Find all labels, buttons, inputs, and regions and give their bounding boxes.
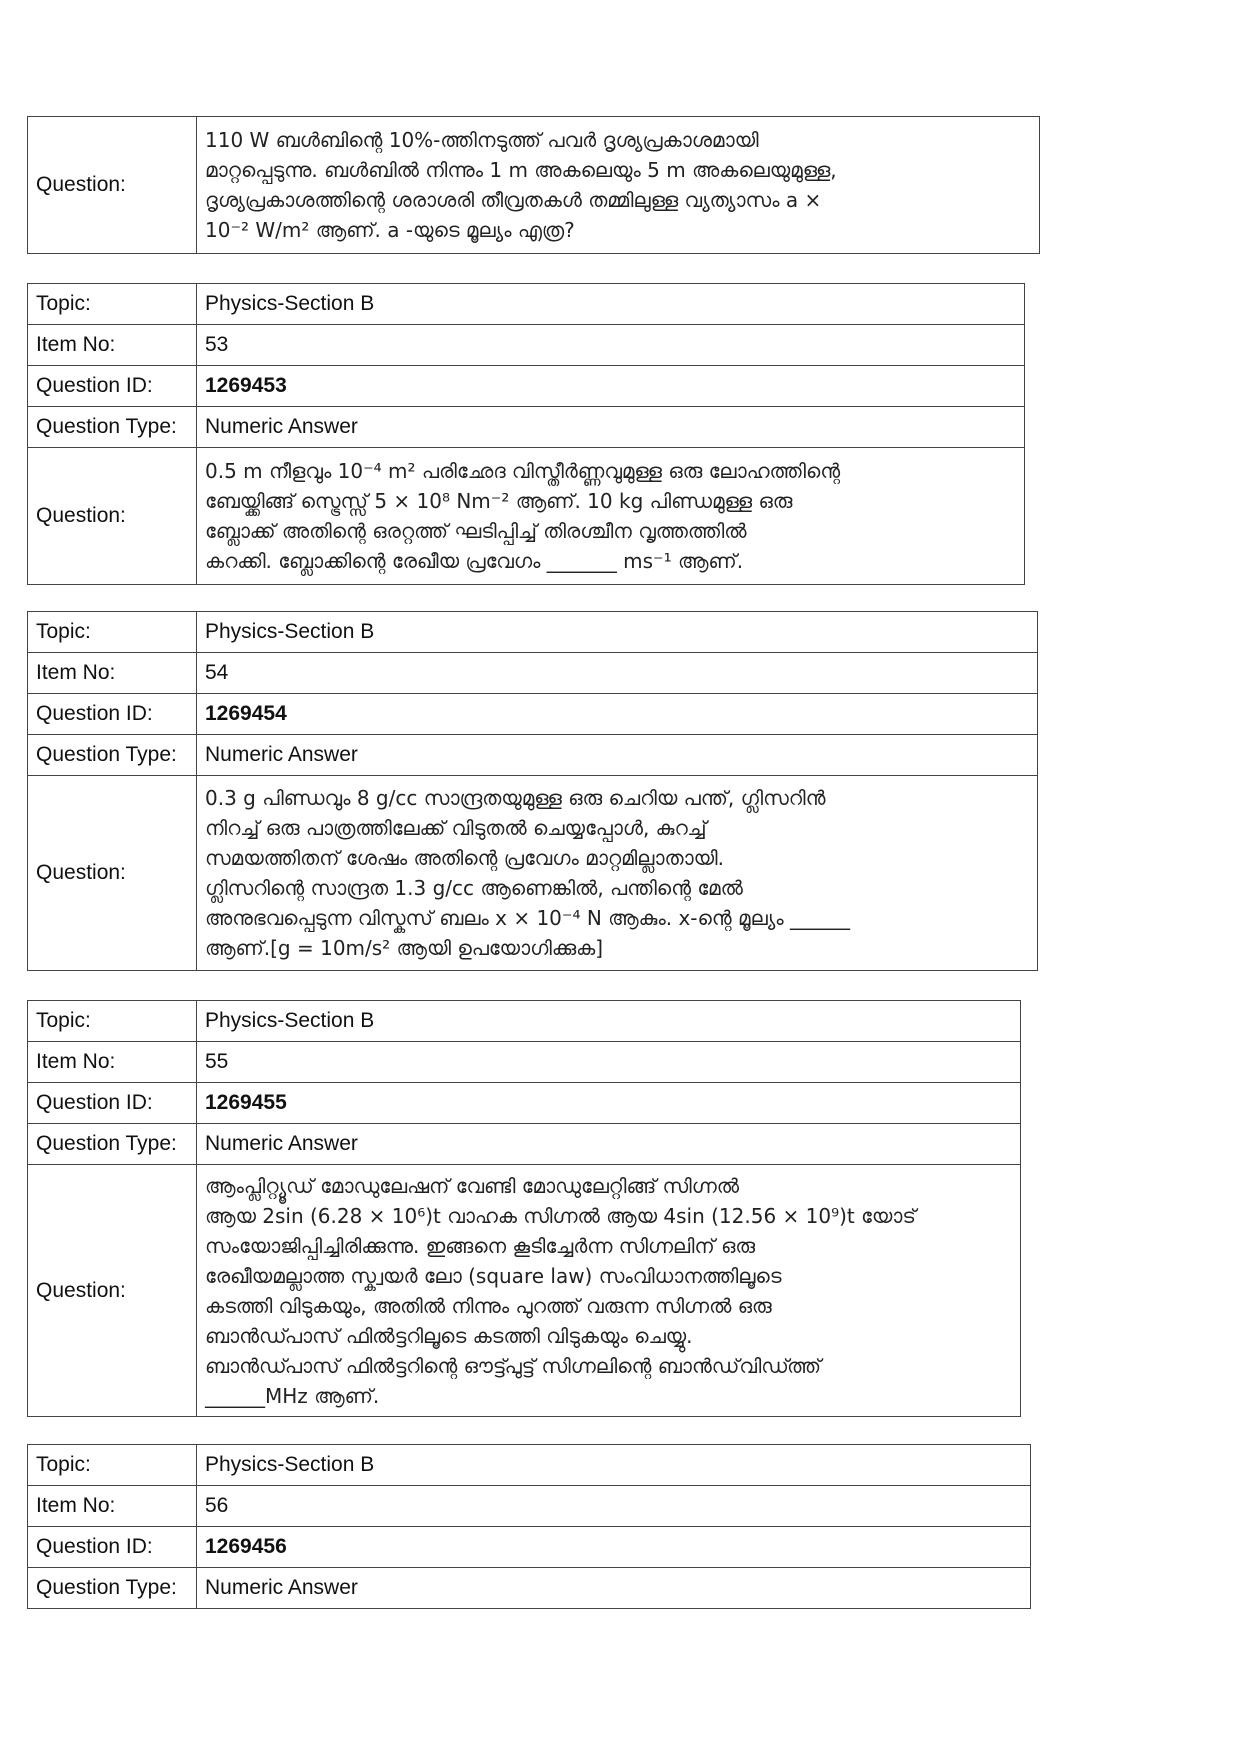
question-table-item-54 (27, 611, 1038, 971)
item-no-label: Item No: (28, 1042, 197, 1083)
question-line: 0.3 g പിണ്ഡവും 8 g/cc സാന്ദ്രതയുമുള്ള ഒരു ചെറിയ പന്ത്, ഗ്ലിസറിൻ (205, 786, 826, 810)
question-text (197, 117, 1040, 254)
question-id-label: Question ID: (28, 1527, 197, 1568)
question-type-value: Numeric Answer (197, 407, 1025, 448)
topic-label: Topic: (28, 1001, 197, 1042)
question-text (197, 448, 1025, 585)
topic-value: Physics-Section B (197, 612, 1038, 653)
question-table-item-53 (27, 283, 1025, 585)
topic-label: Topic: (28, 612, 197, 653)
question-line: 0.5 m നീളവും 10⁻⁴ m² പരിഛേദ വിസ്തീർണ്ണവുമുള്ള ഒരു ലോഹത്തിന്റെ (205, 459, 841, 483)
question-id-value: 1269456 (197, 1527, 1031, 1568)
item-no-label: Item No: (28, 653, 197, 694)
question-line: ആണ്.[g = 10m/s² ആയി ഉപയോഗിക്കുക] (205, 936, 604, 960)
question-line: ബാൻഡ്പാസ് ഫിൽട്ടറിലൂടെ കടത്തി വിടുകയും ചെയ്യു. (205, 1323, 693, 1348)
topic-value: Physics-Section B (197, 1001, 1021, 1042)
topic-label: Topic: (28, 284, 197, 325)
item-no-value: 53 (197, 325, 1025, 366)
question-line: ഗ്ലിസറിന്റെ സാന്ദ്രത 1.3 g/cc ആണെങ്കിൽ, പന്തിന്റെ മേൽ (205, 876, 743, 900)
question-type-value: Numeric Answer (197, 1568, 1031, 1609)
item-no-value: 55 (197, 1042, 1021, 1083)
question-line: നിറച്ച് ഒരു പാത്രത്തിലേക്ക് വിടുതൽ ചെയ്യപ്പോൾ, കുറച്ച് (205, 816, 707, 840)
question-line: സമയത്തിതന് ശേഷം അതിന്റെ പ്രവേഗം മാറ്റമില്ലാതായി. (205, 846, 725, 870)
item-no-value: 56 (197, 1486, 1031, 1527)
topic-label: Topic: (28, 1445, 197, 1486)
question-table-item-55 (27, 1000, 1021, 1417)
question-id-value: 1269454 (197, 694, 1038, 735)
question-id-label: Question ID: (28, 366, 197, 407)
question-line: ദൃശ്യപ്രകാശത്തിന്റെ ശരാശരി തീവ്രതകൾ തമ്മിലുള്ള വ്യത്യാസം a × (205, 188, 822, 212)
question-line: ആയ 2sin (6.28 × 10⁶)t വാഹക സിഗ്നൽ ആയ 4sin (12.56 × 10⁹)t യോട് (205, 1203, 916, 1228)
question-type-value: Numeric Answer (197, 1124, 1021, 1165)
question-line: രേഖീയമല്ലാത്ത സ്ക്വയർ ലോ (square law) സംവിധാനത്തിലൂടെ (205, 1263, 782, 1288)
question-id-label: Question ID: (28, 1083, 197, 1124)
item-no-label: Item No: (28, 325, 197, 366)
question-line: ബ്ലോക്ക് അതിന്റെ ഒരറ്റത്ത് ഘടിപ്പിച്ച് തിരശ്ചീന വൃത്തത്തിൽ (205, 519, 747, 543)
question-type-label: Question Type: (28, 735, 197, 776)
question-line: ബാൻഡ്പാസ് ഫിൽട്ടറിന്റെ ഔട്ട്പുട്ട് സിഗ്നലിന്റെ ബാൻഡ്‌വിഡ്ത്ത് (205, 1353, 822, 1378)
topic-value: Physics-Section B (197, 284, 1025, 325)
question-type-value: Numeric Answer (197, 735, 1038, 776)
question-line: ബേയ്ക്കിങ്ങ് സ്ട്രെസ്സ് 5 × 10⁸ Nm⁻² ആണ്. 10 kg പിണ്ഡമുള്ള ഒരു (205, 489, 793, 513)
question-line: 10⁻² W/m² ആണ്. a -യുടെ മൂല്യം എത്ര? (205, 218, 575, 242)
question-text (197, 776, 1038, 971)
question-type-label: Question Type: (28, 407, 197, 448)
question-line: ______MHz ആണ്. (205, 1383, 380, 1408)
question-label: Question: (28, 1165, 197, 1417)
question-id-label: Question ID: (28, 694, 197, 735)
question-table-partial (27, 116, 1040, 254)
question-type-label: Question Type: (28, 1124, 197, 1165)
question-label: Question: (28, 117, 197, 254)
topic-value: Physics-Section B (197, 1445, 1031, 1486)
question-label: Question: (28, 448, 197, 585)
item-no-value: 54 (197, 653, 1038, 694)
question-table-item-56 (27, 1444, 1031, 1609)
question-line: കറക്കി. ബ്ലോക്കിന്റെ രേഖീയ പ്രവേഗം _______ ms⁻¹ ആണ്. (205, 549, 744, 573)
question-text (197, 1165, 1021, 1417)
question-line: ആംപ്ലിറ്റ്യൂഡ് മോഡുലേഷന് വേണ്ടി മോഡുലേറ്റിങ്ങ് സിഗ്നൽ (205, 1173, 740, 1198)
question-line: കടത്തി വിടുകയും, അതിൽ നിന്നും പുറത്ത് വരുന്ന സിഗ്നൽ ഒരു (205, 1293, 772, 1318)
question-id-value: 1269455 (197, 1083, 1021, 1124)
question-type-label: Question Type: (28, 1568, 197, 1609)
question-line: സംയോജിപ്പിച്ചിരിക്കുന്നു. ഇങ്ങനെ കൂടിച്ചേർന്ന സിഗ്നലിന് ഒരു (205, 1233, 756, 1258)
item-no-label: Item No: (28, 1486, 197, 1527)
question-id-value: 1269453 (197, 366, 1025, 407)
question-line: മാറ്റപ്പെടുന്നു. ബൾബിൽ നിന്നും 1 m അകലെയും 5 m അകലെയുമുള്ള, (205, 158, 837, 182)
question-line: 110 W ബൾബിന്റെ 10%-ത്തിനടുത്ത് പവർ ദൃശ്യപ്രകാശമായി (205, 128, 759, 152)
question-line: അനുഭവപ്പെടുന്ന വിസ്കസ് ബലം x × 10⁻⁴ N ആകും. x-ന്റെ മൂല്യം ______ (205, 906, 850, 930)
question-label: Question: (28, 776, 197, 971)
